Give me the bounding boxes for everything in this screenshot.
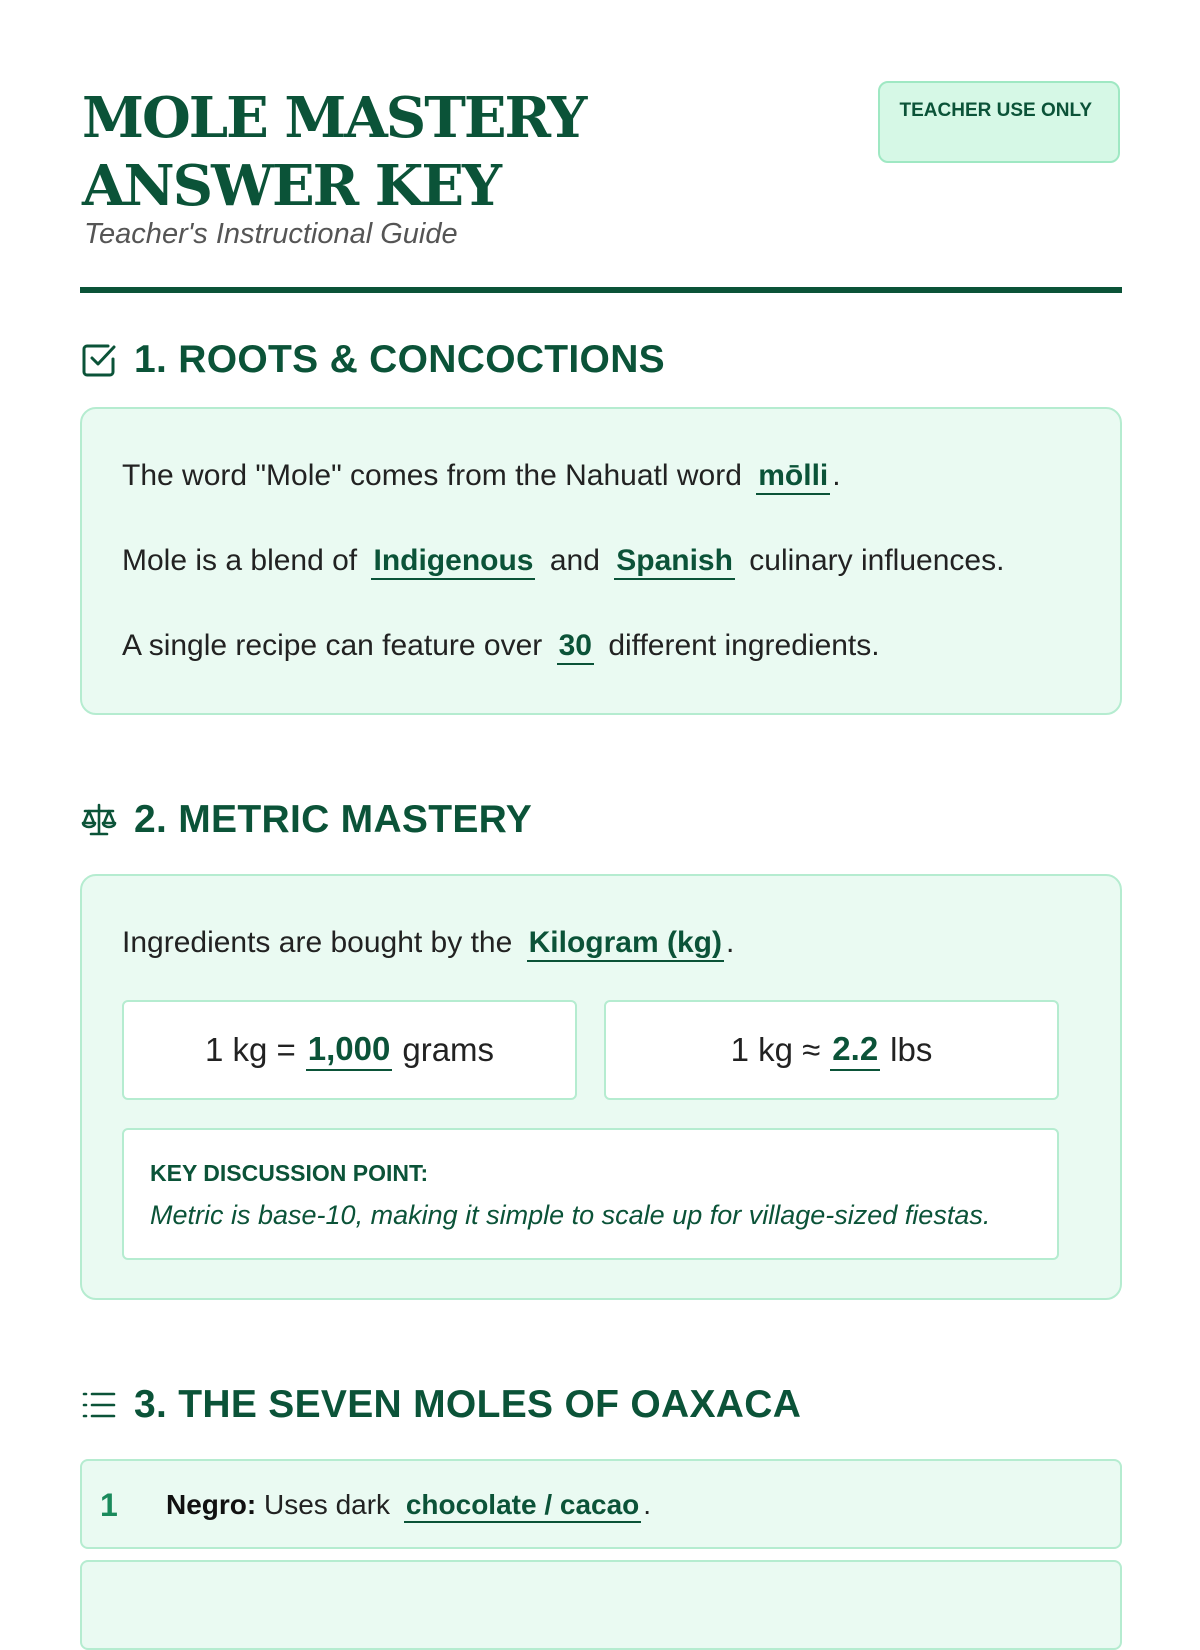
answer-blank: Indigenous (371, 544, 535, 580)
answer-key-page (82, 0, 1122, 1523)
roots-line-2 (122, 544, 1004, 578)
page-subtitle: Teacher's Instructional Guide (84, 218, 458, 250)
answer-blank: mōlli (756, 459, 830, 495)
header-divider (80, 287, 1122, 293)
mole-list-item (80, 1459, 1122, 1549)
roots-line-1 (122, 459, 841, 493)
section-heading-seven-moles (80, 1380, 801, 1430)
section-heading-roots (80, 335, 665, 385)
answer-blank: 1,000 (306, 1030, 393, 1071)
checkbox-icon (80, 341, 118, 379)
section-title: 1. ROOTS & CONCOCTIONS (134, 338, 665, 381)
metric-card (80, 874, 1122, 1300)
mole-name: Negro: (166, 1489, 257, 1520)
answer-blank: chocolate / cacao (404, 1489, 641, 1523)
mole-number: 1 (100, 1487, 118, 1523)
line-text: culinary influences. (749, 544, 1005, 577)
line-text: . (725, 926, 735, 959)
conversion-box-grams (122, 1000, 577, 1100)
metric-intro (122, 926, 734, 960)
section-title: 2. METRIC MASTERY (134, 798, 533, 841)
discussion-box (122, 1128, 1059, 1260)
conversion-box-pounds (604, 1000, 1059, 1100)
line-text: Ingredients are bought by the (122, 926, 513, 959)
line-text: and (549, 544, 600, 577)
teacher-use-badge: TEACHER USE ONLY (878, 81, 1120, 163)
conversion-text (606, 1002, 1057, 1098)
scale-icon (80, 801, 118, 839)
mole-description (166, 1489, 651, 1521)
roots-line-3 (122, 629, 880, 663)
conversion-unit: lbs (890, 1031, 933, 1068)
discussion-text: Metric is base-10, making it simple to scale up for village-sized fiestas. (150, 1200, 991, 1230)
conversion-text (124, 1002, 575, 1098)
roots-card (80, 407, 1122, 715)
list-icon (80, 1386, 118, 1424)
line-text: . (643, 1489, 652, 1520)
page-title: MOLE MASTERY ANSWER KEY (82, 85, 586, 219)
answer-blank: Spanish (614, 544, 735, 580)
line-text: . (832, 459, 841, 492)
section-title: 3. THE SEVEN MOLES OF OAXACA (134, 1383, 802, 1426)
line-text: A single recipe can feature over (122, 629, 543, 662)
line-text: Uses dark (264, 1489, 391, 1520)
discussion-label: KEY DISCUSSION POINT: (150, 1160, 429, 1186)
document-header (82, 0, 1122, 295)
answer-blank: 30 (557, 629, 594, 665)
line-text: different ingredients. (608, 629, 880, 662)
section-heading-metric (80, 795, 532, 845)
conversion-label: 1 kg = (204, 1031, 296, 1068)
answer-blank: 2.2 (830, 1030, 880, 1071)
conversion-unit: grams (402, 1031, 495, 1068)
line-text: The word "Mole" comes from the Nahuatl word (122, 459, 742, 492)
answer-blank: Kilogram (kg) (527, 926, 724, 962)
mole-list-item (80, 1560, 1122, 1650)
conversion-label: 1 kg ≈ (730, 1031, 821, 1068)
line-text: Mole is a blend of (122, 544, 358, 577)
